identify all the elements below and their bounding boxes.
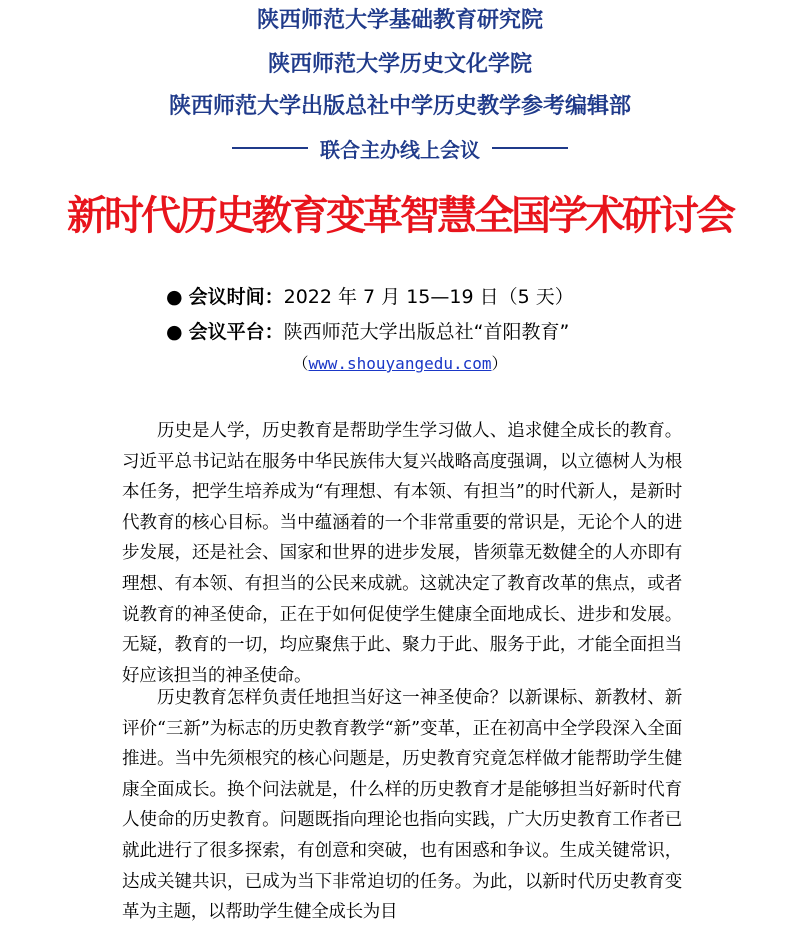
bullet-icon: ● <box>166 286 183 308</box>
meeting-platform-value: 陕西师范大学出版总社“首阳教育” <box>283 321 570 343</box>
organizer-2: 陕西师范大学历史文化学院 <box>267 52 532 77</box>
conference-title: 新时代历史教育变革智慧全国学术研讨会 <box>67 193 733 239</box>
hosting-note-text: 联合主办线上会议 <box>320 137 480 162</box>
bullet-icon: ● <box>166 321 183 343</box>
meeting-time-label: 会议时间： <box>188 286 284 308</box>
meeting-time <box>166 282 574 312</box>
left-rule <box>232 147 308 149</box>
organizer-3: 陕西师范大学出版总社中学历史教学参考编辑部 <box>168 94 631 119</box>
meeting-time-value: 2022 年 7 月 15—19 日（5 天） <box>283 286 574 308</box>
website-link[interactable]: www.shouyangedu.com <box>308 354 492 373</box>
open-paren: （ <box>292 354 309 373</box>
website-line <box>0 350 800 378</box>
hosting-note <box>0 133 800 163</box>
meeting-platform-label: 会议平台： <box>188 321 284 343</box>
close-paren: ） <box>491 354 508 373</box>
meeting-platform <box>166 317 569 347</box>
organizer-1: 陕西师范大学基础教育研究院 <box>256 8 543 33</box>
body-paragraph-2: 历史教育怎样负责任地担当好这一神圣使命？以新课标、新教材、新评价“三新”为标志的历史教育教学“新”变革，正在初高中全学段深入全面推进。当中先须根究的核心问题是，历史教育究竟怎样做才能帮助学生健康全面成长。换个问法就是，什么样的历史教育才是能够担当好新时代育人使命的历史教育。问题既指向理论也指向实践，广大历史教育工作者已就此进行了很多探索，有创意和突破，也有困惑和争议。生成关键常识，达成关键共识，已成为当下非常迫切的任务。为此，以新时代历史教育变革为主题，以帮助学生健全成长为目 <box>122 688 682 923</box>
right-rule <box>492 147 568 149</box>
body-paragraph-1: 历史是人学，历史教育是帮助学生学习做人、追求健全成长的教育。习近平总书记站在服务中华民族伟大复兴战略高度强调，以立德树人为根本任务，把学生培养成为“有理想、有本领、有担当”的时代新人，是新时代教育的核心目标。当中蕴涵着的一个非常重要的常识是，无论个人的进步发展，还是社会、国家和世界的进步发展，皆须靠无数健全的人亦即有理想、有本领、有担当的公民来成就。这就决定了教育改革的焦点，或者说教育的神圣使命，正在于如何促使学生健康全面地成长、进步和发展。无疑，教育的一切，均应聚焦于此、聚力于此、服务于此，才能全面担当好应该担当的神圣使命。 <box>122 421 682 686</box>
